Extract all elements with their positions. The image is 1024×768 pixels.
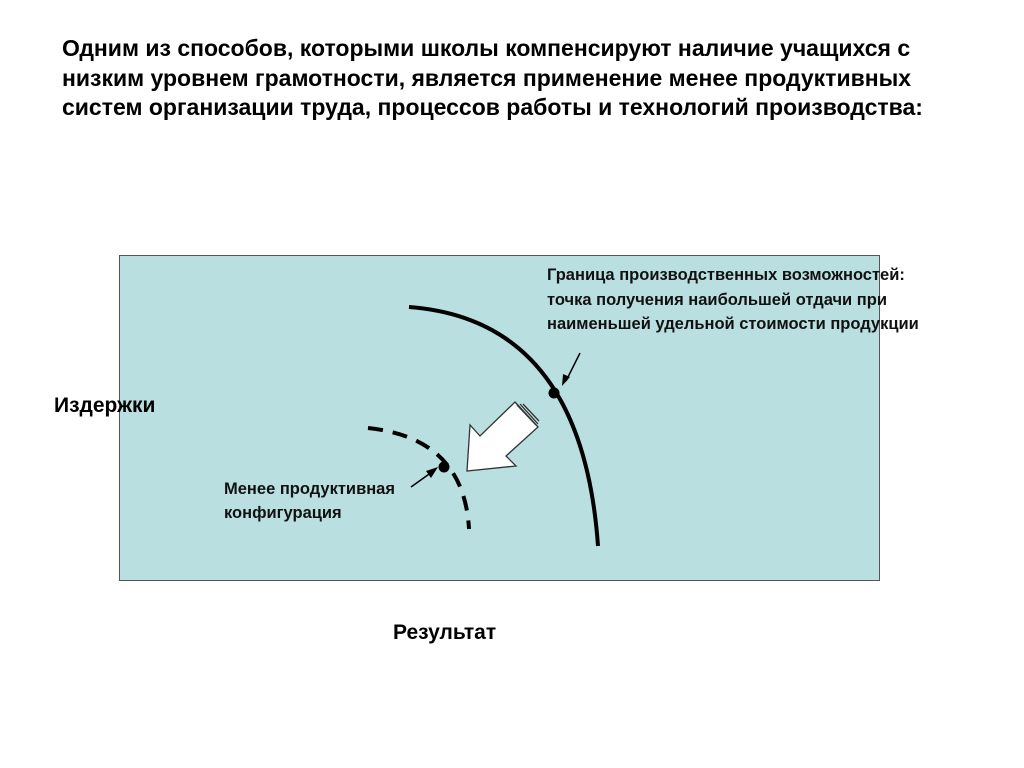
x-axis-label: Результат xyxy=(393,621,497,644)
y-axis-label: Издержки xyxy=(54,394,156,417)
slide-heading: Одним из способов, которыми школы компенсируют наличие учащихся с низким уровнем грамотности, является применение менее продуктивных систем организации труда, процессов работы и технологий производства: xyxy=(62,35,923,120)
config-point xyxy=(439,462,450,473)
frontier-label: Граница производственных возможностей: точка получения наибольшей отдачи при наименьшей удельной стоимости продукции xyxy=(547,266,919,333)
shift-arrow-icon xyxy=(467,402,539,471)
less-productive-label: Менее продуктивная конфигурация xyxy=(224,480,395,522)
config-pointer-head xyxy=(426,467,438,478)
frontier-point xyxy=(549,388,560,399)
